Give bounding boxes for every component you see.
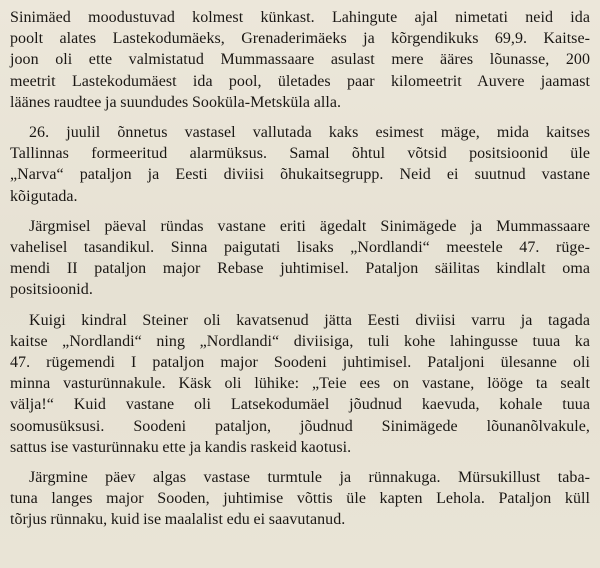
text-line: kaitse „Nordlandi“ ning „Nordlandi“ diviisiga, tuli kohe lahingusse tuua ka [10, 332, 590, 350]
text-line: läänes raudtee ja suundudes Sooküla-Metsküla alla. [10, 93, 342, 111]
paragraph-gap [10, 207, 590, 216]
text-line: meetrit Lastekodumäest ida pool, ületades paar kilomeetrit Auvere jaamast [10, 72, 590, 90]
text-line: minna vasturünnakule. Käsk oli lühike: „Teie ees on vastane, lööge ta sealt [10, 375, 590, 393]
text-line: joon oli ette valmistatud Mummassaare asulast mere ääres lõunasse, 200 [10, 51, 590, 69]
text-line: positsioonid. [10, 281, 93, 299]
paragraph-4 [10, 310, 590, 458]
paragraph-gap [10, 301, 590, 310]
text-line: 47. rügemendi I pataljon major Soodeni juhtimisel. Pataljoni ülesanne oli [10, 354, 590, 372]
paragraph-gap [10, 458, 590, 467]
text-line: Sinimäed moodustuvad kolmest künkast. Lahingute ajal nimetati neid ida [10, 9, 590, 26]
text-line: Kuigi kindral Steiner oli kavatsenud jätta Eesti diviisi varru ja tagada [29, 311, 590, 329]
paragraph-3 [10, 216, 590, 301]
body-text [10, 7, 590, 531]
text-line: Tallinnas formeeritud alarmüksus. Samal õhtul võtsid positsioonid üle [10, 145, 590, 163]
paragraph-gap [10, 113, 590, 122]
text-line: poolt alates Lastekodumäeks, Grenaderimäeks ja kõrgendikuks 69,9. Kaitse- [10, 30, 590, 48]
text-line: tuna langes major Sooden, juhtimise võttis üle kapten Lehola. Pataljon küll [10, 490, 590, 508]
text-line: välja!“ Kuid vastane oli Latsekodumäel jõudnud kaevuda, kohale tuua [10, 396, 590, 414]
text-line: kõigutada. [10, 187, 78, 205]
paragraph-2 [10, 122, 590, 207]
text-line: mendi II pataljon major Rebase juhtimisel. Pataljon säilitas kindlalt oma [10, 260, 590, 278]
text-line: „Narva“ pataljon ja Eesti diviisi õhukaitsegrupp. Neid ei suutnud vastane [10, 166, 590, 184]
paragraph-5 [10, 467, 590, 531]
text-line: soomusüksusi. Soodeni pataljon, jõudnud Sinimägede lõunanõlvakule, [10, 417, 590, 435]
text-line: 26. juulil õnnetus vastasel vallutada kaks esimest mäge, mida kaitses [29, 124, 590, 142]
text-line: Järgmine päev algas vastase turmtule ja rünnakuga. Mürsukillust taba- [29, 469, 590, 487]
text-line: Järgmisel päeval ründas vastane eriti ägedalt Sinimägede ja Mummassaare [29, 217, 590, 235]
paragraph-1 [10, 7, 590, 113]
text-line: tõrjus rünnaku, kuid ise maalalist edu ei saavutanud. [10, 511, 346, 529]
text-line: vahelisel tasandikul. Sinna paigutati lisaks „Nordlandi“ meestele 47. rüge- [10, 239, 590, 257]
text-line: sattus ise vasturünnaku ette ja kandis raskeid kaotusi. [10, 438, 352, 456]
